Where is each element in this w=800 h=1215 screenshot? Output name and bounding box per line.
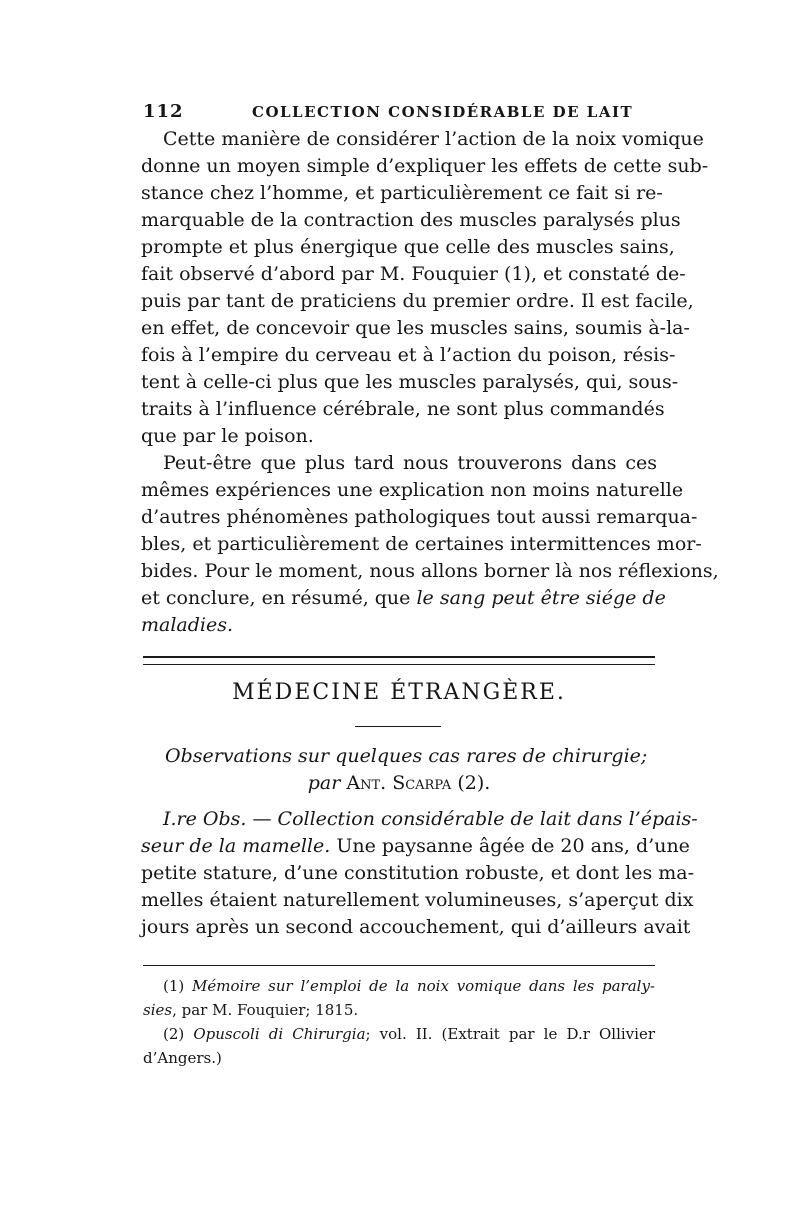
footnotes — [143, 974, 655, 1070]
text-line: traits à l’influence cérébrale, ne sont plus commandés — [141, 398, 665, 420]
text-line: maladies. — [141, 614, 234, 636]
text-line: tent à celle-ci plus que les muscles paralysés, qui, sous- — [141, 371, 679, 393]
text-run: ; vol. II. (Extrait par le D.r Ollivier — [365, 1025, 655, 1043]
text-line: melles étaient naturellement volumineuses, s’aperçut dix — [141, 889, 694, 911]
text-line: petite stature, d’une constitution robuste, et dont les ma- — [141, 862, 695, 884]
running-title: COLLECTION CONSIDÉRABLE DE LAIT — [252, 103, 634, 121]
text-line: donne un moyen simple d’expliquer les effets de cette sub- — [141, 155, 709, 177]
paragraph-1 — [141, 126, 709, 450]
text-line: prompte et plus énergique que celle des muscles sains, — [141, 236, 675, 258]
footnote-2-cont: d’Angers.) — [143, 1049, 222, 1067]
text-line: fait observé d’abord par M. Fouquier (1), et constaté de- — [141, 263, 686, 285]
text-run: Une paysanne âgée de 20 ans, d’une — [330, 835, 690, 857]
author-name: Ant. Scarpa — [346, 772, 452, 794]
italic-run: sies — [143, 1001, 173, 1019]
text-line — [141, 806, 698, 833]
italic-run: Collection considérable de lait dans l’épais- — [277, 808, 698, 830]
text-run: et conclure, en résumé, que — [141, 587, 417, 609]
text-line: puis par tant de praticiens du premier ordre. Il est facile, — [141, 290, 694, 312]
text-line: en effet, de concevoir que les muscles sains, soumis à-la- — [141, 317, 690, 339]
italic-run: seur de la mamelle. — [141, 835, 331, 857]
double-rule-divider — [143, 656, 655, 665]
footnote-rule — [143, 965, 655, 966]
footnote-2 — [143, 1022, 655, 1046]
short-rule-divider — [355, 726, 441, 727]
paragraph-3 — [141, 806, 698, 941]
paragraph-2 — [141, 450, 719, 639]
footnote-number: (1) — [163, 977, 185, 995]
text-line: stance chez l’homme, et particulièrement ce fait si re- — [141, 182, 663, 204]
text-line: bides. Pour le moment, nous allons borner là nos réflexions, — [141, 560, 719, 582]
dash: — — [246, 808, 278, 830]
italic-run: Opuscoli di Chirurgia — [193, 1025, 366, 1043]
italic-run: le sang peut être siége de — [416, 587, 666, 609]
page-number: 112 — [143, 101, 184, 122]
text-run: , par M. Fouquier; 1815. — [172, 1001, 359, 1019]
byline-par: par — [307, 772, 341, 794]
text-line: fois à l’empire du cerveau et à l’action du poison, résis- — [141, 344, 676, 366]
text-line: bles, et particulièrement de certaines intermittences mor- — [141, 533, 702, 555]
italic-run: Mémoire sur l’emploi de la noix vomique dans les paraly- — [192, 977, 655, 995]
text-line: jours après un second accouchement, qui d’ailleurs avait — [141, 916, 691, 938]
text-line: d’autres phénomènes pathologiques tout aussi remarqua- — [141, 506, 698, 528]
footnote-number: (2) — [163, 1025, 185, 1043]
running-head — [143, 101, 655, 125]
article-title: Observations sur quelques cas rares de chirurgie; — [165, 745, 648, 767]
section-title: MÉDECINE ÉTRANGÈRE. — [232, 680, 566, 705]
footnote-ref: (2). — [457, 772, 491, 794]
text-line: Peut-être que plus tard nous trouverons dans ces — [163, 452, 657, 474]
text-line: que par le poison. — [141, 425, 314, 447]
obs-label: I.re Obs. — [163, 808, 247, 830]
text-line: Cette manière de considérer l’action de la noix vomique — [163, 128, 704, 150]
footnote-1 — [143, 974, 655, 998]
text-line — [141, 833, 690, 860]
text-line — [141, 585, 666, 612]
text-line: mêmes expériences une explication non moins naturelle — [141, 479, 684, 501]
footnote-1-cont — [143, 998, 655, 1022]
text-line: marquable de la contraction des muscles paralysés plus — [141, 209, 681, 231]
article-author-line — [143, 772, 655, 794]
